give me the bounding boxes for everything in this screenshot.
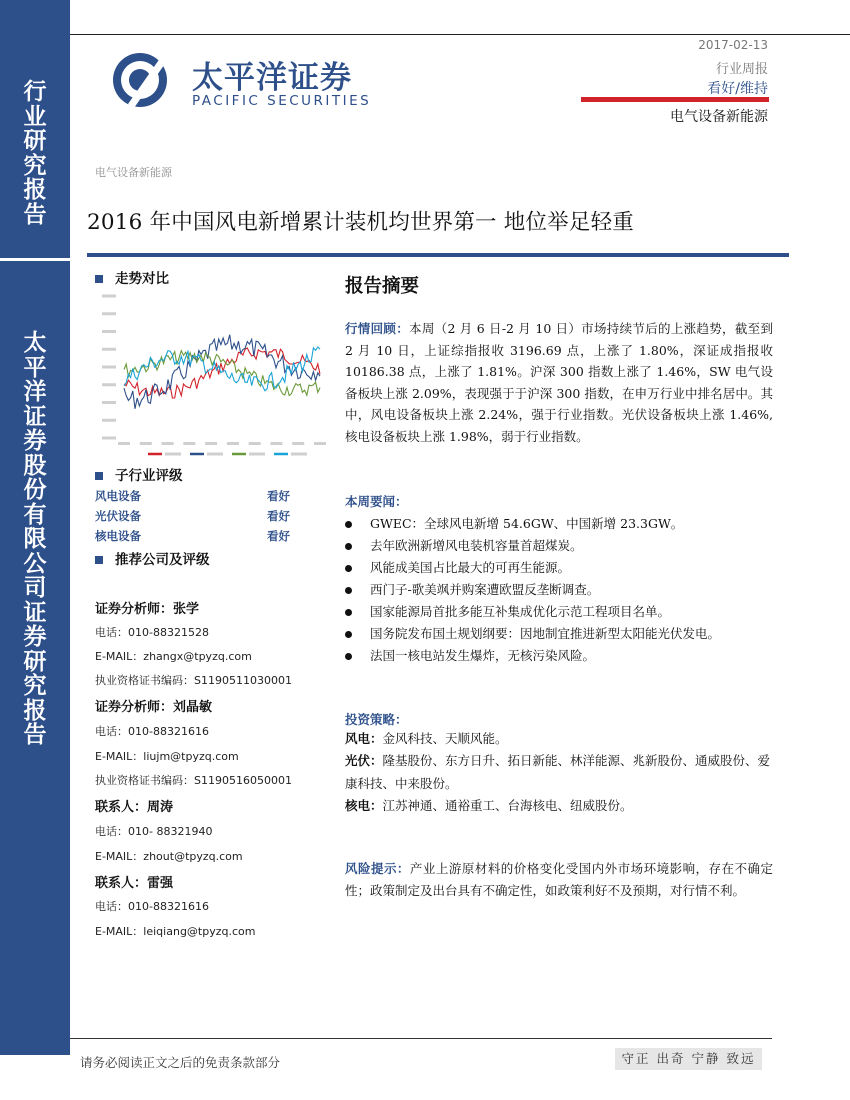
x-tick-label [249, 442, 261, 445]
sub-industry-row [95, 488, 295, 504]
report-date: 2017-02-13 [698, 38, 768, 52]
x-tick-label [118, 442, 130, 445]
legend-label [207, 453, 223, 456]
recommend-heading: 推荐公司及评级 [95, 548, 210, 568]
bullet-icon [345, 543, 352, 550]
bullet-icon [345, 631, 352, 638]
bullet-icon [345, 653, 352, 660]
analyst-email[interactable]: E-MAIL：zhangx@tpyzq.com [95, 650, 252, 663]
news-item: 风能成美国占比最大的可再生能源。 [345, 558, 570, 576]
legend-label [291, 453, 307, 456]
market-review [345, 318, 773, 447]
sidebar-bottom-text: 太平洋证券股份有限公司证券研究报告 [23, 329, 47, 748]
sub-industry-heading: 子行业评级 [95, 464, 183, 484]
bullet-icon [345, 587, 352, 594]
footer-divider [70, 1038, 772, 1039]
logo-en-text: PACIFIC SECURITIES [192, 93, 372, 109]
y-tick-label [102, 437, 116, 440]
logo-cn-text: 太平洋证券 [192, 60, 352, 96]
x-tick-label [140, 442, 152, 445]
y-tick-label [102, 330, 116, 333]
sidebar-top-text: 行业研究报告 [23, 78, 47, 228]
news-item: 西门子-歌美飒并购案遭欧盟反垄断调查。 [345, 580, 599, 598]
abstract-title: 报告摘要 [345, 276, 420, 297]
analyst-title: 证券分析师：刘晶敏 [95, 700, 213, 715]
analyst-cert: 执业资格证书编码：S1190516050001 [95, 774, 292, 787]
contact-email[interactable]: E-MAIL：zhout@tpyzq.com [95, 850, 243, 863]
x-tick-label [205, 442, 217, 445]
analyst-title: 证券分析师：张学 [95, 602, 200, 617]
y-tick-label [102, 383, 116, 386]
x-tick-label [314, 442, 326, 445]
sub-industry-name: 核电设备 [95, 529, 141, 543]
rating-label: 看好/维持 [707, 81, 768, 97]
footer-disclaimer: 请务必阅读正文之后的免责条款部分 [80, 1055, 281, 1070]
sector-label: 电气设备新能源 [670, 109, 768, 125]
news-item: 法国一核电站发生爆炸，无核污染风险。 [345, 646, 595, 664]
footer-motto: 守正 出奇 宁静 致远 [615, 1048, 762, 1070]
trend-chart [88, 290, 328, 460]
title-divider [87, 253, 789, 257]
section-bullet-icon [95, 556, 103, 564]
risk-warning [345, 858, 773, 902]
legend-label [165, 453, 181, 456]
analyst-cert: 执业资格证书编码：S1190511030001 [95, 674, 292, 687]
news-label: 本周要闻： [345, 494, 408, 509]
x-tick-label [162, 442, 174, 445]
legend-label [249, 453, 265, 456]
market-review-text: 本周（2 月 6 日-2 月 10 日）市场持续节后的上涨趋势，截至到 2 月 10 日，上证综指报收 3196.69 点，上涨了 1.80%，深证成指报收 10186.38 点，上涨了 1.81%。沪深 300 指数上涨了 1.46%，SW 电气设备板块上涨 2.09%，表现强于于沪深 300 指数，在申万行业中排名居中。其中，风电设备板块上涨 2.24%，强于行业指数。光伏设备板块上涨 1.46%,核电设备板块上涨 1.98%，弱于行业指数。 [345, 321, 773, 444]
market-review-label: 行情回顾： [345, 321, 410, 336]
logo [88, 14, 198, 146]
bullet-icon [345, 609, 352, 616]
x-tick-label [227, 442, 239, 445]
page-title: 2016 年中国风电新增累计装机均世界第一 地位举足轻重 [87, 210, 634, 235]
risk-text: 产业上游原材料的价格变化受国内外市场环境影响，存在不确定性；政策制定及出台具有不确定性，如政策利好不及预期，对行情不利。 [345, 861, 773, 898]
y-tick-label [102, 295, 116, 298]
contact-title: 联系人：周涛 [95, 800, 174, 815]
analyst-phone: 电话：010-88321616 [95, 725, 209, 738]
bullet-icon [345, 565, 352, 572]
y-tick-label [102, 348, 116, 351]
contact-email[interactable]: E-MAIL：leiqiang@tpyzq.com [95, 925, 256, 938]
y-tick-label [102, 419, 116, 422]
contact-phone: 电话：010-88321616 [95, 900, 209, 913]
x-tick-label [183, 442, 195, 445]
sub-industry-row [95, 528, 295, 544]
news-item: 国务院发布国土规划纲要：因地制宜推进新型太阳能光伏发电。 [345, 624, 720, 642]
news-item: 去年欧洲新增风电装机容量首超煤炭。 [345, 536, 583, 554]
logo-emblem-icon [88, 14, 198, 142]
news-item: 国家能源局首批多能互补集成优化示范工程项目名单。 [345, 602, 670, 620]
bullet-icon [345, 521, 352, 528]
sub-industry-rating: 看好 [267, 489, 290, 503]
breadcrumb: 电气设备新能源 [95, 166, 172, 179]
contact-phone: 电话：010- 88321940 [95, 825, 213, 838]
strategy-nuclear: 核电：江苏神通、通裕重工、台海核电、纽威股份。 [345, 798, 633, 813]
y-tick-label [102, 312, 116, 315]
sub-industry-row [95, 508, 295, 524]
analyst-phone: 电话：010-88321528 [95, 626, 209, 639]
strategy-wind: 风电：金风科技、天顺风能。 [345, 731, 508, 746]
strategy-label: 投资策略： [345, 712, 408, 727]
sidebar-top-band [0, 0, 70, 258]
news-item: GWEC：全球风电新增 54.6GW、中国新增 23.3GW。 [345, 514, 683, 532]
sub-industry-name: 风电设备 [95, 489, 141, 503]
sidebar-bottom-band [0, 258, 70, 1055]
rating-red-bar [581, 97, 769, 102]
analyst-email[interactable]: E-MAIL：liujm@tpyzq.com [95, 750, 239, 763]
risk-label: 风险提示： [345, 861, 410, 876]
y-tick-label [102, 401, 116, 404]
section-bullet-icon [95, 275, 103, 283]
y-tick-label [102, 366, 116, 369]
strategy-solar: 光伏：隆基股份、东方日升、拓日新能、林洋能源、兆新股份、通威股份、爱康科技、中来股份。 [345, 753, 771, 791]
section-bullet-icon [95, 472, 103, 480]
sub-industry-rating: 看好 [267, 529, 290, 543]
x-tick-label [292, 442, 304, 445]
contact-title: 联系人：雷强 [95, 876, 174, 891]
sub-industry-name: 光伏设备 [95, 509, 141, 523]
report-type: 行业周报 [715, 62, 768, 77]
sub-industry-rating: 看好 [267, 509, 290, 523]
trend-heading: 走势对比 [95, 267, 169, 287]
x-tick-label [270, 442, 282, 445]
